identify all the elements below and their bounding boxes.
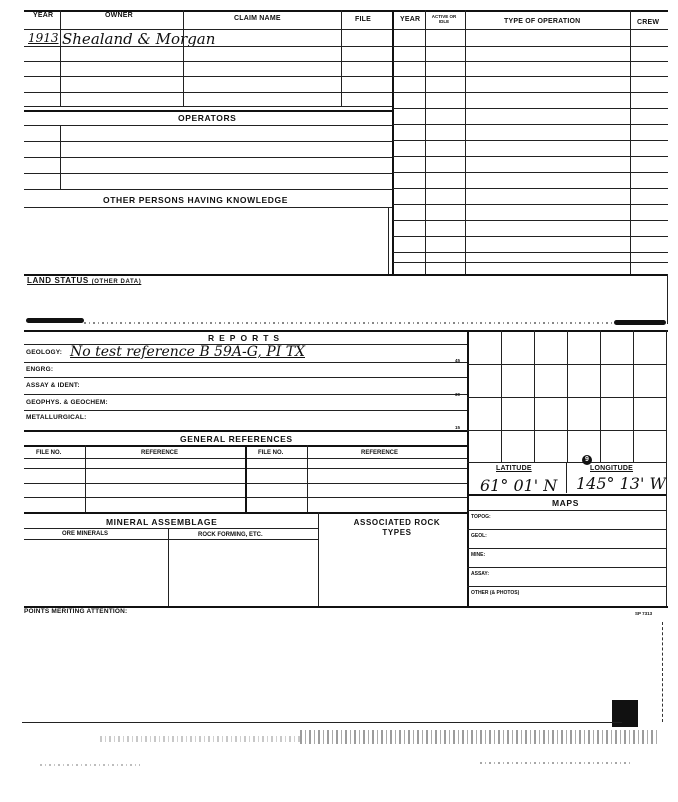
- ops-row-line: [393, 204, 668, 205]
- ops-col-sep: [630, 29, 631, 275]
- land-status-heading: [27, 276, 141, 285]
- mineral-assemblage-heading: MINERAL ASSEMBLAGE: [106, 517, 218, 527]
- assay-ident-label: ASSAY & IDENT:: [26, 382, 80, 389]
- owner-row-line: [24, 46, 392, 47]
- grid-row: [467, 430, 666, 431]
- ops-col-sep: [465, 29, 466, 275]
- grid-col: [633, 330, 634, 462]
- references-col-sep: [307, 445, 308, 512]
- minerals-subheader-line: [24, 539, 318, 540]
- scan-noise-bottom: [100, 736, 300, 742]
- grid-row: [467, 364, 666, 365]
- other-persons-heading: OTHER PERSONS HAVING KNOWLEDGE: [103, 195, 289, 205]
- header-active-or-idle: ACTIVE OR IDLE: [431, 14, 457, 24]
- header-owner: OWNER: [105, 12, 133, 19]
- report-line: [24, 430, 467, 432]
- ops-row-line: [393, 172, 668, 173]
- ops-col-sep: [425, 29, 426, 275]
- header-sep: [341, 10, 342, 29]
- geophys-label: GEOPHYS. & GEOCHEM:: [26, 399, 108, 406]
- header-sep: [60, 10, 61, 29]
- general-references-heading: GENERAL REFERENCES: [180, 434, 293, 444]
- report-line: [24, 377, 467, 378]
- maps-geol-label: GEOL:: [471, 533, 487, 539]
- owner-row-line: [24, 92, 392, 93]
- maps-line: [467, 529, 666, 530]
- ops-row-line: [393, 236, 668, 237]
- rock-forming-label: ROCK FORMING, ETC.: [198, 532, 263, 538]
- scan-noise-bottom: [40, 764, 140, 766]
- associated-rock-types-heading: ASSOCIATED ROCK TYPES: [353, 518, 441, 537]
- grid-col: [501, 330, 502, 462]
- header-claim-name: CLAIM NAME: [234, 15, 281, 22]
- header-year: YEAR: [33, 12, 54, 19]
- points-right-border: [662, 622, 663, 722]
- owner-year-entry: 1913: [28, 31, 59, 45]
- grid-col: [600, 330, 601, 462]
- reports-top-line: [24, 330, 668, 332]
- grid-number-30: 30: [455, 392, 461, 397]
- operators-line: [24, 173, 392, 174]
- header-file: FILE: [355, 16, 371, 23]
- ops-row-line: [393, 46, 668, 47]
- ore-minerals-label: ORE MINERALS: [62, 531, 109, 537]
- header-year-2: YEAR: [400, 16, 421, 23]
- owner-row-line: [24, 61, 392, 62]
- header-sep: [630, 10, 631, 29]
- ops-row-line: [393, 92, 668, 93]
- other-persons-right-border: [388, 207, 389, 275]
- engrg-label: ENGRG:: [26, 366, 54, 373]
- maps-top-line: [467, 494, 666, 496]
- ops-row-line: [393, 61, 668, 62]
- form-code: SP 7313: [635, 611, 653, 616]
- references-col-reference-1: REFERENCE: [141, 450, 179, 456]
- ops-row-line: [393, 108, 668, 109]
- grid-row: [467, 397, 666, 398]
- operators-col-sep: [60, 125, 61, 189]
- ops-row-line: [393, 188, 668, 189]
- header-crew: CREW: [637, 19, 660, 26]
- circled-mark: 9: [582, 455, 592, 465]
- ops-row-line: [393, 156, 668, 157]
- header-sep: [425, 10, 426, 29]
- maps-mine-label: MINE:: [471, 552, 486, 558]
- mineral-assoc-sep: [318, 512, 319, 606]
- maps-topog-label: TOPOG:: [471, 514, 491, 520]
- operators-line: [24, 189, 392, 190]
- operators-line: [24, 141, 392, 142]
- longitude-label: LONGITUDE: [590, 465, 634, 472]
- ops-row-line: [393, 220, 668, 221]
- minerals-header-line: [24, 528, 318, 529]
- metallurgical-label: METALLURGICAL:: [26, 414, 87, 421]
- scan-noise-bottom: [480, 762, 630, 764]
- grid-right-border: [666, 330, 667, 607]
- references-col-file-no-2: FILE NO.: [258, 450, 284, 456]
- scan-noise-line: [84, 322, 614, 324]
- latitude-value: 61° 01' N: [480, 476, 558, 495]
- grid-left-border: [467, 330, 469, 607]
- report-line: [24, 394, 467, 395]
- operators-top-line: [24, 110, 392, 112]
- land-status-note: (OTHER DATA): [91, 279, 142, 285]
- ops-row-line: [393, 262, 668, 263]
- grid-col: [534, 330, 535, 462]
- grid-number-15: 15: [455, 425, 461, 430]
- owner-row-line: [24, 106, 392, 107]
- ops-row-line: [393, 252, 668, 253]
- bottom-line: [22, 722, 622, 723]
- longitude-value: 145° 13' W: [576, 474, 666, 493]
- geology-label: GEOLOGY:: [26, 349, 63, 356]
- references-col-file-no-1: FILE NO.: [36, 450, 62, 456]
- operators-line: [24, 157, 392, 158]
- grid-col: [567, 330, 568, 462]
- ops-row-line: [393, 140, 668, 141]
- header-type-of-operation: TYPE OF OPERATION: [504, 18, 581, 25]
- ops-row-line: [393, 76, 668, 77]
- operators-heading: OPERATORS: [178, 113, 237, 123]
- ops-row-line: [393, 124, 668, 125]
- owner-row-line: [24, 76, 392, 77]
- maps-line: [467, 510, 666, 511]
- references-col-reference-2: REFERENCE: [361, 450, 399, 456]
- points-meriting-attention-label: POINTS MERITING ATTENTION:: [24, 608, 128, 615]
- header-sep: [183, 10, 184, 29]
- maps-other-label: OTHER (& PHOTOS): [471, 590, 520, 596]
- owner-col-sep: [60, 29, 61, 106]
- lat-long-separator: [566, 463, 567, 493]
- owner-col-sep: [183, 29, 184, 106]
- maps-heading: MAPS: [552, 498, 579, 508]
- maps-line: [467, 548, 666, 549]
- scan-noise-bottom: [300, 730, 660, 744]
- operators-line: [24, 125, 392, 126]
- references-col-sep: [245, 445, 247, 512]
- report-line: [24, 410, 467, 411]
- land-status-title: LAND STATUS: [27, 276, 89, 285]
- references-col-sep: [85, 445, 86, 512]
- land-status-right-border: [667, 274, 668, 324]
- maps-assay-label: ASSAY:: [471, 571, 490, 577]
- scan-smudge-right: [614, 320, 666, 325]
- grid-number-45: 45: [455, 358, 461, 363]
- minerals-col-sep: [168, 528, 169, 606]
- references-bottom-line: [24, 512, 467, 514]
- reports-heading: REPORTS: [208, 333, 285, 343]
- header-sep: [465, 10, 466, 29]
- maps-line: [467, 567, 666, 568]
- maps-line: [467, 586, 666, 587]
- owner-name-entry: Shealand & Morgan: [62, 30, 216, 48]
- scan-smudge-left: [26, 318, 84, 323]
- latitude-label: LATITUDE: [496, 465, 532, 472]
- report-line: [24, 362, 467, 363]
- owner-col-sep: [341, 29, 342, 106]
- geology-value: No test reference B 59A-G, PI TX: [70, 344, 305, 360]
- other-persons-line: [24, 207, 392, 208]
